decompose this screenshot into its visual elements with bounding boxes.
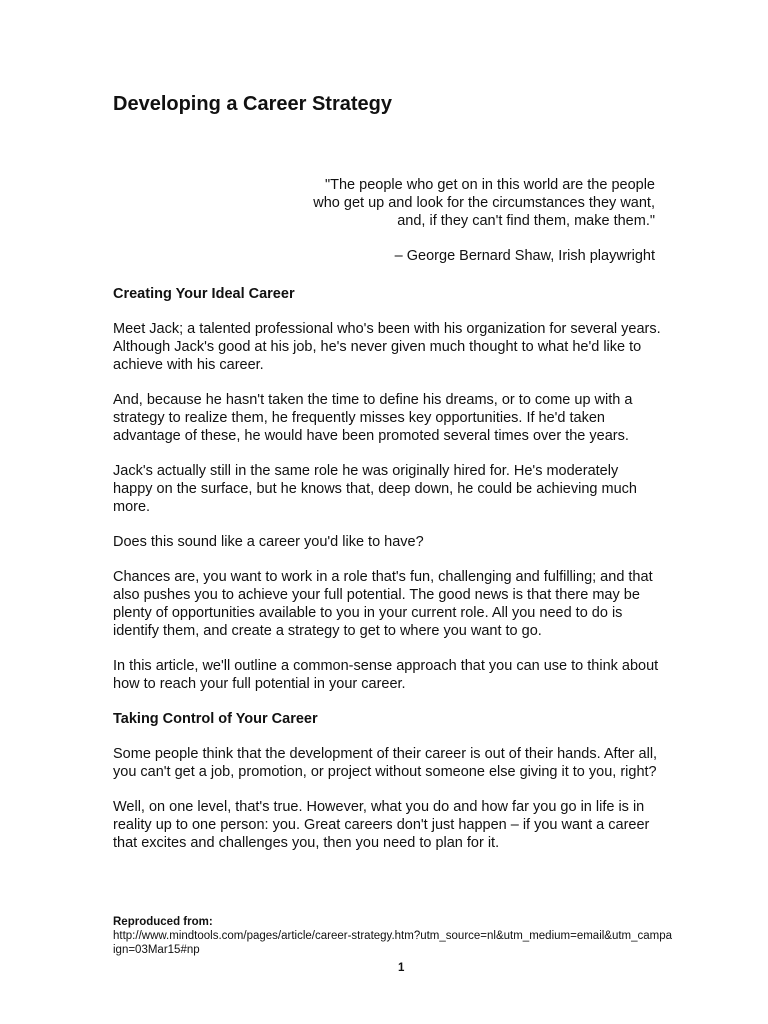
quote-attribution: – George Bernard Shaw, Irish playwright (394, 248, 655, 265)
article-body (113, 286, 661, 853)
epigraph-quote (235, 177, 655, 266)
section-heading: Creating Your Ideal Career (113, 286, 295, 302)
quote-text (235, 177, 655, 230)
quote-line: "The people who get on in this world are the people (324, 177, 655, 193)
paragraph: Does this sound like a career you'd like to have? (113, 533, 424, 550)
paragraph: Some people think that the development of their career is out of their hands. After all, you can't get a job, promotion, or project without someone else giving it to you, right? (113, 746, 658, 781)
source-url[interactable]: http://www.mindtools.com/pages/article/career-strategy.htm?utm_source=nl&utm_medium=email&utm_campaign=03Mar15#np (113, 930, 673, 956)
page-number: 1 (398, 962, 405, 974)
source-label: Reproduced from: (113, 916, 213, 928)
paragraph: Meet Jack; a talented professional who's been with his organization for several years. Although Jack's good at his job, he's never given much thought to what he'd like to achieve with his career. (113, 321, 661, 373)
paragraph: Chances are, you want to work in a role that's fun, challenging and fulfilling; and that also pushes you to achieve your full potential. The good news is that there may be plenty of opportunities available to you in your current role. All you need to do is identify them, and create a strategy to get to where you want to go. (113, 569, 653, 639)
paragraph: Jack's actually still in the same role he was originally hired for. He's moderately happy on the surface, but he knows that, deep down, he could be achieving much more. (113, 463, 637, 515)
paragraph: Well, on one level, that's true. However, what you do and how far you go in life is in reality up to one person: you. Great careers don't just happen – if you want a career that excites and challenges you, then you need to plan for it. (113, 799, 650, 852)
paragraph: In this article, we'll outline a common-sense approach that you can use to think about how to reach your full potential in your career. (113, 657, 659, 692)
quote-line: who get up and look for the circumstances they want, (313, 194, 655, 211)
paragraph: And, because he hasn't taken the time to define his dreams, or to come up with a strategy to realize them, he frequently misses key opportunities. If he'd taken advantage of these, he would have been promoted several times over the years. (113, 392, 633, 444)
page-title: Developing a Career Strategy (113, 93, 392, 115)
source-footer (113, 915, 673, 957)
quote-line: and, if they can't find them, make them." (397, 212, 655, 229)
section-heading: Taking Control of Your Career (113, 711, 318, 728)
